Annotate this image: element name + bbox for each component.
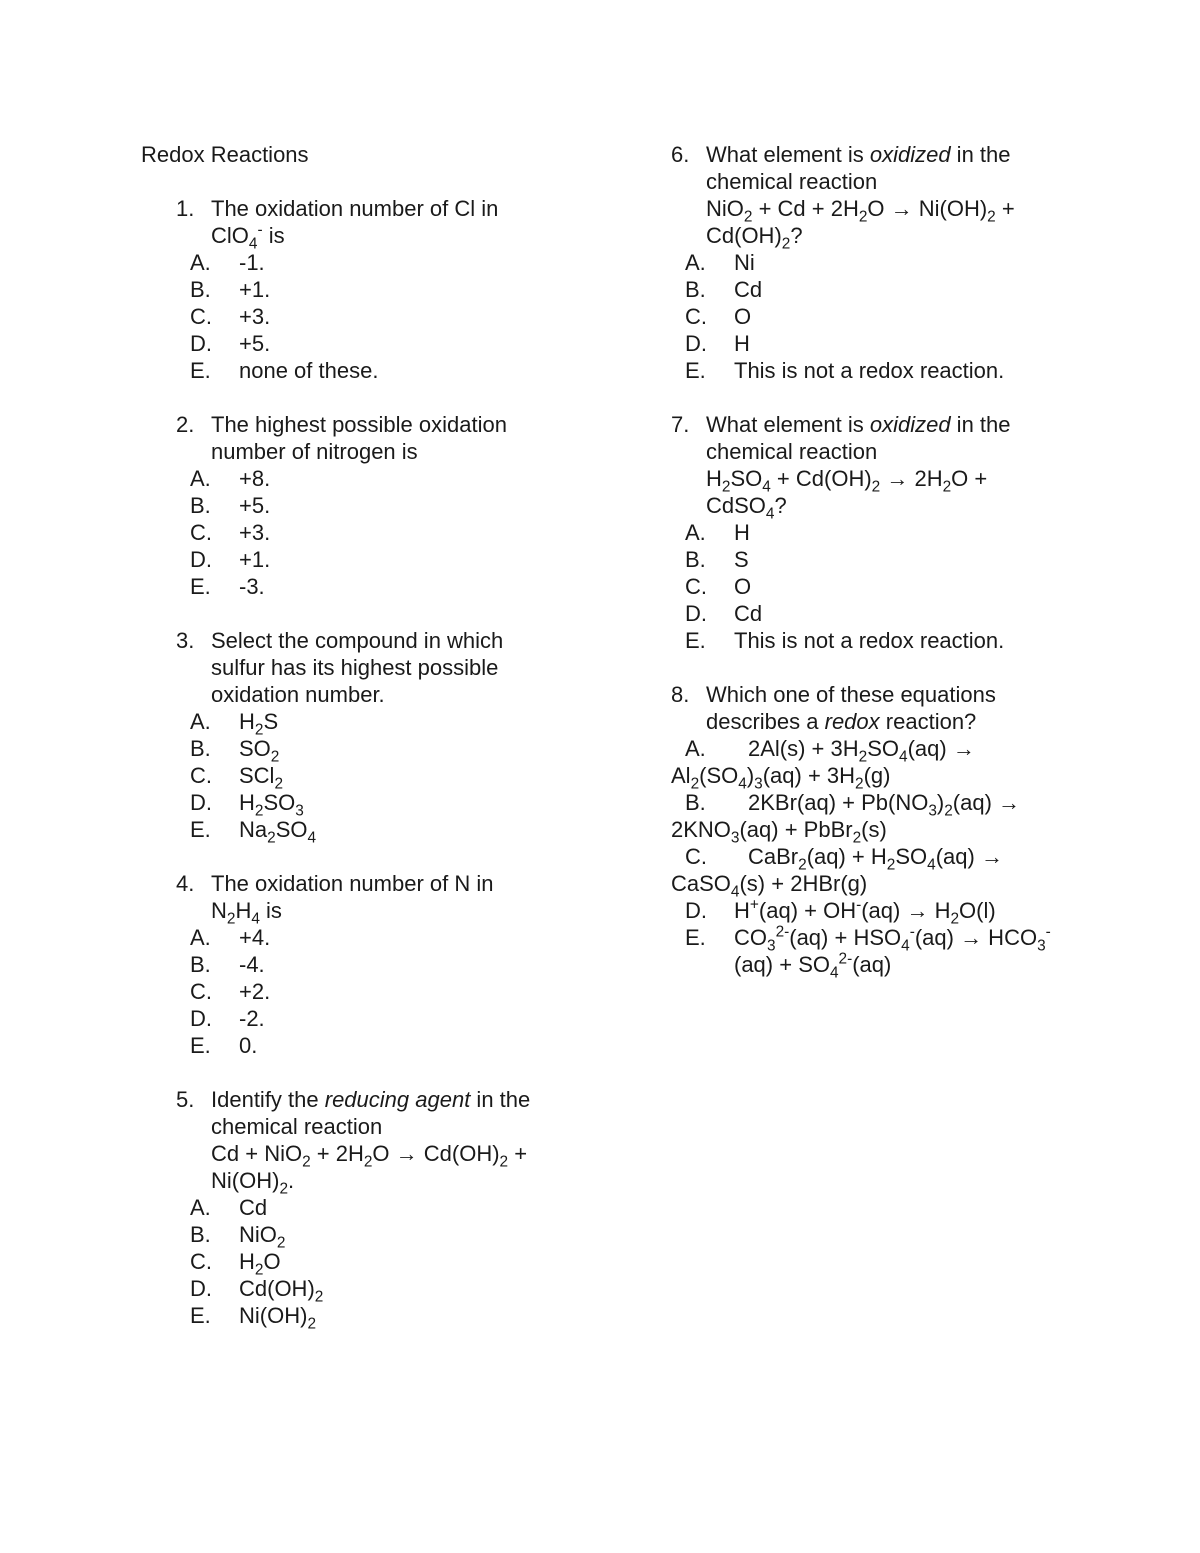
option-letter: D. [190,331,212,356]
answer-option [671,303,1071,330]
option-letter: E. [190,1033,211,1058]
question-stem-row [141,1086,581,1198]
question-number: 6. [671,142,690,167]
question-6 [671,141,1071,384]
question-stem-row [141,411,581,465]
left-column [141,141,581,1356]
answer-option [141,1032,581,1059]
option-text: $H^+(aq) + OH^-(aq) \to H_2O(l)$ [734,896,996,928]
answer-option [671,519,1071,546]
option-text: S [734,547,749,572]
option-letter: A. [685,520,706,545]
option-letter: D. [190,1006,212,1031]
option-text-continued: $Al_2(SO_4)_3(aq) + 3H_2(g)$ [671,763,891,793]
option-letter: B. [190,1222,211,1247]
option-text-continued: $2KNO_3(aq)$ + PbBr$_2$(s) [671,817,887,847]
option-text: This is not a redox reaction. [734,628,1005,653]
option-text: This is not a redox reaction. [734,358,1005,383]
option-letter: E. [685,925,706,950]
option-letter: E. [685,358,706,383]
option-letter: D. [685,601,707,626]
answer-option [671,735,1071,766]
option-letter: E. [190,817,211,842]
option-text: Cd [734,277,763,302]
option-text: Cd [239,1195,268,1220]
answer-option [141,573,581,600]
option-letter: E. [190,1303,211,1328]
option-letter: A. [190,709,211,734]
option-text: $SO_2$ [239,736,280,766]
answer-option [141,978,581,1005]
option-text: +2. [239,979,271,1004]
answer-option [141,330,581,357]
option-letter: D. [685,898,707,923]
option-text: +8. [239,466,271,491]
option-text: $Ni(OH)_2$ [239,1303,316,1333]
option-text: $H_2SO_3$ [239,790,304,820]
option-text: Cd [734,601,763,626]
answer-option [141,1194,581,1221]
question-number: 3. [176,628,195,653]
answer-option [141,1302,581,1333]
answer-option [671,357,1071,384]
answer-option [671,276,1071,303]
question-number: 2. [176,412,195,437]
option-text-continued: CaSO$_4$(s) + 2HBr(g) [671,871,868,901]
answer-option [671,896,1071,928]
answer-option [141,708,581,739]
option-text: +4. [239,925,271,950]
option-letter: A. [190,466,211,491]
question-stem-row [141,627,581,708]
option-letter: C. [190,1249,212,1274]
question-stem-row [671,411,1071,523]
option-text: H [734,331,750,356]
option-text: +5. [239,493,271,518]
answer-option [141,276,581,303]
option-text: $2KBr(aq) + Pb(NO_3)_2(aq)$ → [748,790,1021,820]
answer-option [141,303,581,330]
option-text: -4. [239,952,265,977]
option-letter: A. [685,736,706,761]
question-4 [141,870,581,1059]
answer-option [141,465,581,492]
option-letter: A. [685,250,706,275]
answer-option [141,924,581,951]
option-letter: D. [685,331,707,356]
option-letter: C. [685,304,707,329]
answer-option [141,762,581,793]
question-number: 4. [176,871,195,896]
question-8 [671,681,1071,982]
question-stem: The highest possible oxidation number of nitrogen is [211,412,507,464]
option-letter: D. [190,547,212,572]
option-text: -2. [239,1006,265,1031]
question-stem: What element is oxidized in the chemical reaction $NiO_2 + Cd + 2H_2O \to Ni(OH)_2$ + $Cd(OH)_2$? [706,142,1015,253]
answer-option [671,249,1071,276]
answer-option [671,843,1071,874]
question-1 [141,195,581,384]
question-stem: The oxidation number of Cl in ClO$_4$- is [211,196,499,253]
option-text: -3. [239,574,265,599]
question-stem-row [671,681,1071,735]
option-text: SCl$_2$ [239,763,284,793]
question-stem: The oxidation number of N in $N_2H_4$ is [211,871,494,928]
answer-option [141,1248,581,1279]
option-letter: A. [190,1195,211,1220]
question-stem-row [671,141,1071,253]
question-stem: Which one of these equations describes a redox reaction? [706,682,996,734]
option-letter: C. [685,844,707,869]
question-number: 7. [671,412,690,437]
option-letter: B. [190,277,211,302]
answer-option [141,789,581,820]
option-text: $H_2S$ [239,709,279,739]
option-letter: C. [190,304,212,329]
answer-option [141,492,581,519]
option-letter: B. [190,952,211,977]
answer-option [671,627,1071,654]
option-text: +3. [239,520,271,545]
question-stem: Select the compound in which sulfur has its highest possible oxidation number. [211,628,504,707]
option-text: +1. [239,547,271,572]
page-title: Redox Reactions [141,142,309,167]
answer-option [671,573,1071,600]
option-letter: D. [190,1276,212,1301]
option-text: H [734,520,750,545]
option-text: O [734,574,752,599]
option-letter: B. [685,790,706,815]
option-letter: B. [685,277,706,302]
option-letter: C. [190,763,212,788]
option-text: +3. [239,304,271,329]
option-text: Ni [734,250,755,275]
question-2 [141,411,581,600]
option-text: -1. [239,250,265,275]
option-letter: C. [190,520,212,545]
answer-option [141,735,581,766]
question-stem-row [141,870,581,928]
option-text: +5. [239,331,271,356]
right-column [671,141,1071,1005]
option-text: O [734,304,752,329]
option-letter: C. [190,979,212,1004]
answer-option [141,1275,581,1306]
option-letter: B. [190,736,211,761]
answer-option [671,330,1071,357]
option-letter: C. [685,574,707,599]
answer-option [141,357,581,384]
option-letter: B. [685,547,706,572]
option-text: CaBr$_2$(aq) + $H_2SO_4(aq)$ → [748,844,1003,874]
answer-option [141,1221,581,1252]
option-letter: B. [190,493,211,518]
option-letter: D. [190,790,212,815]
option-letter: E. [190,574,211,599]
question-stem: What element is oxidized in the chemical reaction $H_2SO_4 + Cd(OH)_2 \to 2H_2O$ + CdSO$_4$? [706,412,1011,523]
answer-option [141,1005,581,1032]
answer-option [671,923,1071,982]
option-letter: E. [685,628,706,653]
answer-option [141,816,581,847]
option-text: $Na_2SO_4$ [239,817,317,847]
option-text: +1. [239,277,271,302]
answer-option [671,546,1071,573]
option-text: none of these. [239,358,379,383]
option-text: $H_2O$ [239,1249,281,1279]
question-7 [671,411,1071,654]
question-stem: Identify the reducing agent in the chemical reaction $Cd + NiO_2 + 2H_2O \to Cd(OH)_2$ + $Ni(OH)_2$. [211,1087,531,1198]
answer-option [141,546,581,573]
option-letter: A. [190,250,211,275]
question-number: 5. [176,1087,195,1112]
option-text: $Cd(OH)_2$ [239,1276,324,1306]
question-3 [141,627,581,847]
answer-option [141,249,581,276]
option-letter: E. [190,358,211,383]
answer-option [671,600,1071,627]
question-5 [141,1086,581,1333]
question-number: 8. [671,682,690,707]
answer-option [141,519,581,546]
option-letter: A. [190,925,211,950]
answer-option [141,951,581,978]
question-number: 1. [176,196,195,221]
option-text: 0. [239,1033,258,1058]
option-text: $2Al(s) + 3H_2SO_4(aq)$ → [748,736,975,766]
answer-option [671,789,1071,820]
option-text: NiO$_2$ [239,1222,286,1252]
option-text: $CO_3^{2-}(aq) + HSO_4^-(aq) \to HCO_3^-$ $(aq) + SO_4^{2-}(aq)$ [734,923,1051,982]
question-stem-row [141,195,581,253]
